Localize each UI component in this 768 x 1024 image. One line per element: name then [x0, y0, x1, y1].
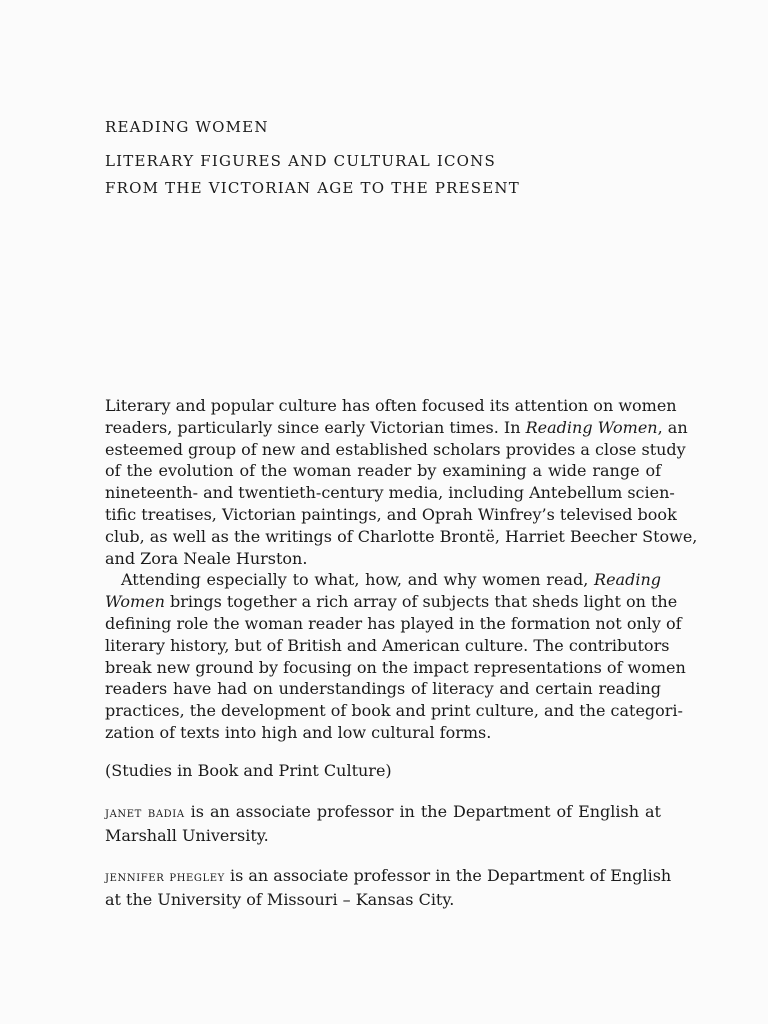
bio-line: Marshall University. — [105, 825, 269, 845]
author-bio — [105, 865, 672, 911]
description-line: literary history, but of British and American culture. The contributors — [105, 635, 670, 655]
description-line: and Zora Neale Hurston. — [105, 548, 308, 568]
description-line: break new ground by focusing on the impact representations of women — [105, 657, 686, 677]
bio-line — [105, 865, 672, 889]
book-title: Women — [105, 592, 165, 612]
book-title: Reading Women — [525, 417, 658, 437]
bio-line: at the University of Missouri – Kansas City. — [105, 889, 455, 909]
description-line — [105, 591, 678, 613]
text-run: brings together a rich array of subjects that sheds light on the — [164, 592, 678, 612]
series-subtitle — [105, 148, 520, 202]
description-line: defining role the woman reader has played in the formation not only of — [105, 613, 682, 633]
subtitle-line: LITERARY FIGURES AND CULTURAL ICONS — [105, 152, 496, 170]
description-line: esteemed group of new and established scholars provides a close study — [105, 439, 686, 459]
description-line: practices, the development of book and print culture, and the categori- — [105, 701, 683, 721]
text-run: , an — [657, 417, 688, 437]
description — [105, 395, 698, 744]
description-line: Literary and popular culture has often focused its attention on women — [105, 396, 677, 415]
author-name: janet badia — [105, 805, 185, 821]
description-line: nineteenth- and twentieth-century media, including Antebellum scien- — [105, 483, 675, 503]
text-run: is an associate professor in the Department of English at — [184, 802, 661, 821]
book-title: Reading — [594, 570, 661, 590]
text-run: readers, particularly since early Victorian times. In — [105, 417, 526, 437]
text-run: is an associate professor in the Department of English — [224, 866, 672, 885]
author-bio — [105, 801, 661, 847]
description-line: of the evolution of the woman reader by examining a wide range of — [105, 461, 661, 481]
series-note: (Studies in Book and Print Culture) — [105, 761, 392, 780]
subtitle-line: FROM THE VICTORIAN AGE TO THE PRESENT — [105, 179, 520, 197]
description-line: club, as well as the writings of Charlotte Brontë, Harriet Beecher Stowe, — [105, 526, 698, 546]
bio-line — [105, 801, 661, 825]
description-line — [105, 417, 688, 439]
author-name: jennifer phegley — [105, 869, 225, 885]
description-line: zation of texts into high and low cultural forms. — [105, 722, 492, 742]
description-line — [105, 569, 661, 591]
description-line: readers have had on understandings of literacy and certain reading — [105, 679, 661, 699]
series-title: READING WOMEN — [105, 118, 269, 136]
description-line: tific treatises, Victorian paintings, and Oprah Winfrey’s televised book — [105, 504, 677, 524]
text-run: Attending especially to what, how, and why women read, — [121, 570, 595, 590]
